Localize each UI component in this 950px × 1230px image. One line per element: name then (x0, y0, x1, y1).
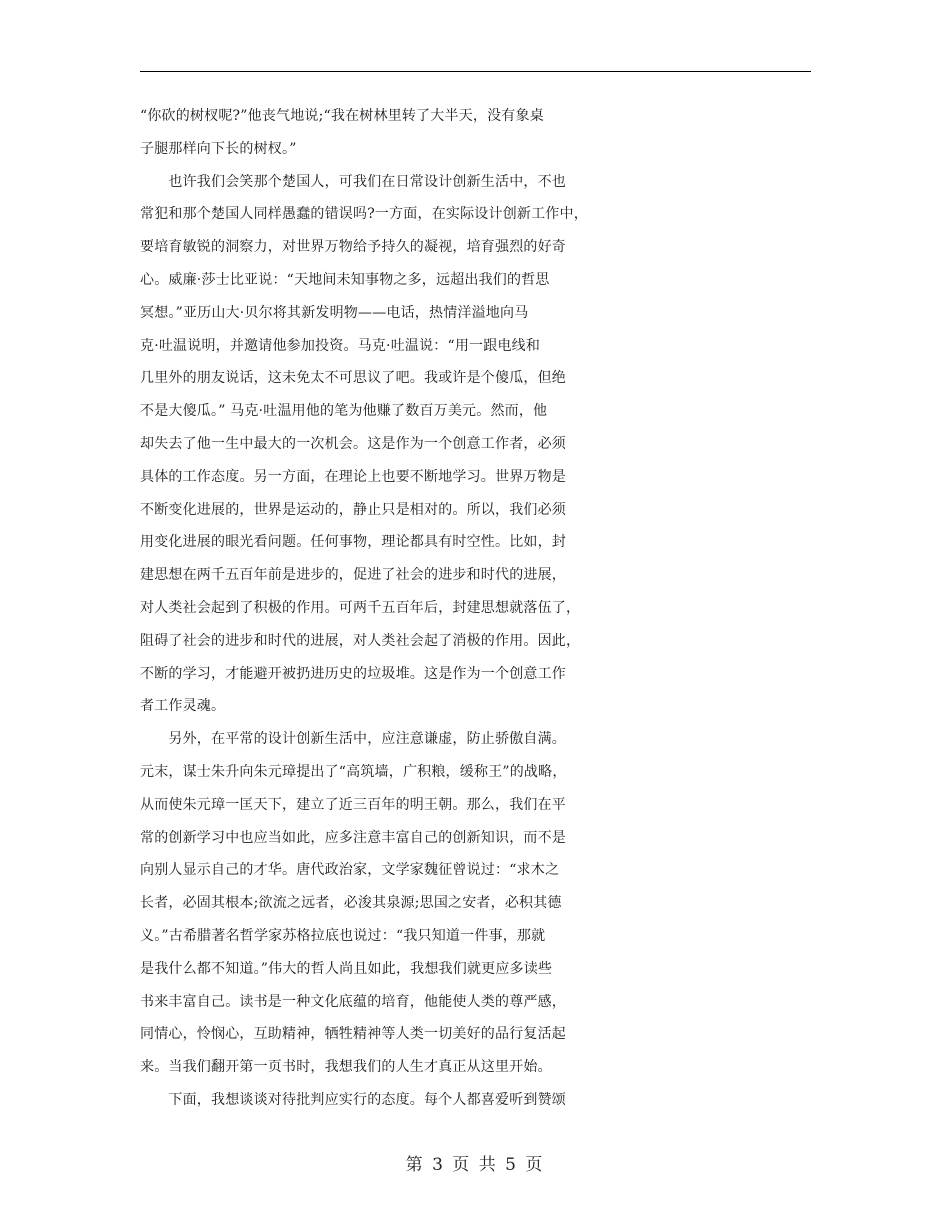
text-line: 长者，必固其根本;欲流之远者，必浚其泉源;思国之安者，必积其德 (140, 895, 562, 912)
text-line: 却失去了他一生中最大的一次机会。这是作为一个创意工作者，必须 (140, 435, 566, 452)
body-text (140, 100, 820, 1117)
text-line: 者工作灵魂。 (140, 698, 226, 715)
text-line: 书来丰富自己。读书是一种文化底蕴的培育，他能使人类的尊严感， (140, 993, 566, 1010)
text-line: 元末，谋士朱升向朱元璋提出了“高筑墙，广积粮，缓称王”的战略， (140, 763, 567, 780)
text-line: 用变化进展的眼光看问题。任何事物，理论都具有时空性。比如，封 (140, 534, 566, 551)
text-line: 义。”古希腊著名哲学家苏格拉底也说过：“我只知道一件事，那就 (140, 927, 546, 944)
page-footer: 第 3 页 共 5 页 (405, 1155, 545, 1175)
text-line: 不断的学习，才能避开被扔进历史的垃圾堆。这是作为一个创意工作 (140, 665, 566, 682)
text-line: 克·吐温说明，并邀请他参加投资。马克·吐温说：“用一跟电线和 (140, 337, 541, 354)
text-line: 从而使朱元璋一匡天下，建立了近三百年的明王朝。那么，我们在平 (140, 796, 566, 813)
text-line: 具体的工作态度。另一方面，在理论上也要不断地学习。世界万物是 (140, 468, 566, 485)
text-line: 要培育敏锐的洞察力，对世界万物给予持久的凝视，培育强烈的好奇 (140, 239, 566, 256)
text-line: 是我什么都不知道。”伟大的哲人尚且如此，我想我们就更应多读些 (140, 960, 553, 977)
text-line: 阻碍了社会的进步和时代的进展，对人类社会起了消极的作用。因此， (140, 632, 581, 649)
text-line: 冥想。”亚历山大·贝尔将其新发明物——电话，热情洋溢地向马 (140, 304, 529, 321)
text-line: 建思想在两千五百年前是进步的，促进了社会的进步和时代的进展， (140, 567, 566, 584)
text-line: 来。当我们翻开第一页书时，我想我们的人生才真正从这里开始。 (140, 1059, 552, 1076)
text-line: 心。威廉·莎士比亚说：“天地间未知事物之多，远超出我们的哲思 (140, 271, 550, 288)
text-line: “你砍的树杈呢?”他丧气地说;“我在树林里转了大半天，没有象桌 (140, 108, 544, 124)
text-line: 也许我们会笑那个楚国人，可我们在日常设计创新生活中，不也 (140, 173, 566, 190)
text-line: 另外，在平常的设计创新生活中，应注意谦虚，防止骄傲自满。 (140, 731, 566, 748)
header-rule (140, 71, 811, 72)
text-line: 几里外的朋友说话，这未免太不可思议了吧。我或许是个傻瓜，但绝 (140, 370, 566, 387)
text-line: 对人类社会起到了积极的作用。可两千五百年后，封建思想就落伍了， (140, 599, 581, 616)
text-line: 向别人显示自己的才华。唐代政治家，文学家魏征曾说过：“求木之 (140, 862, 560, 879)
text-line: 常的创新学习中也应当如此，应多注意丰富自己的创新知识，而不是 (140, 829, 566, 846)
text-line: 不是大傻瓜。” 马克·吐温用他的笔为他赚了数百万美元。然而，他 (140, 403, 548, 420)
text-line: 子腿那样向下长的树杈。” (140, 140, 297, 157)
text-line: 下面，我想谈谈对待批判应实行的态度。每个人都喜爱听到赞颂 (140, 1091, 566, 1108)
text-line: 常犯和那个楚国人同样愚蠢的错误吗?一方面，在实际设计创新工作中， (140, 206, 588, 223)
text-line: 同情心，怜悯心，互助精神，牺牲精神等人类一切美好的品行复活起 (140, 1026, 566, 1043)
text-line: 不断变化进展的，世界是运动的，静止只是相对的。所以，我们必须 (140, 501, 566, 518)
